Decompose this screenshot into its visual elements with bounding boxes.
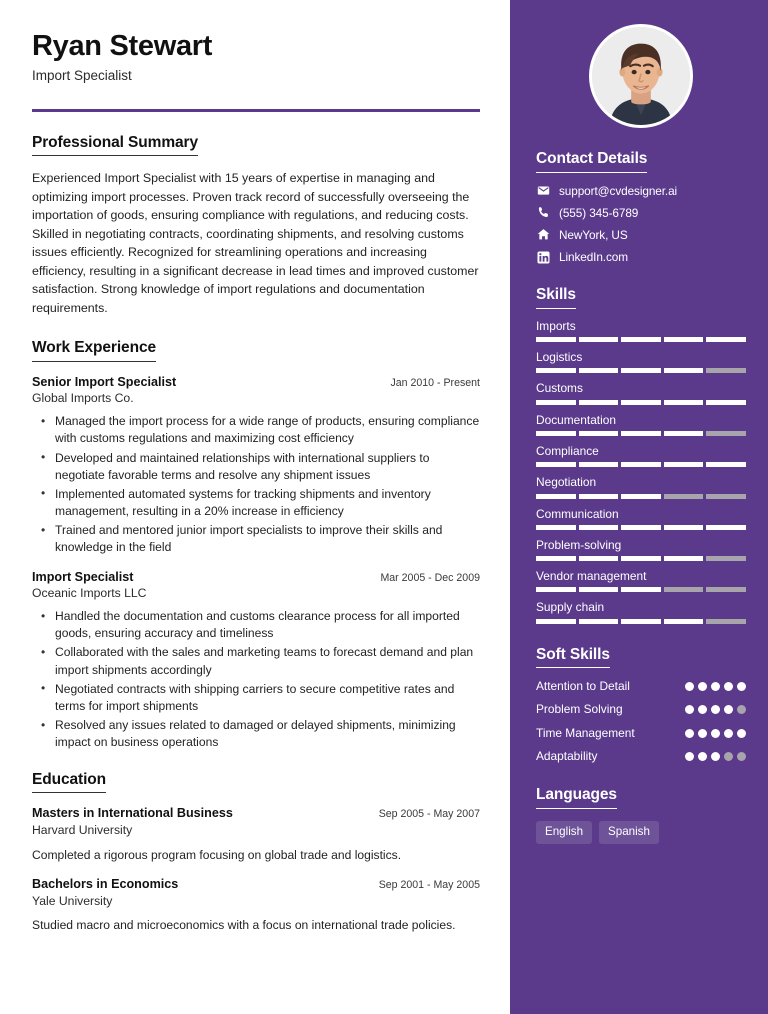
section-professional-summary — [32, 134, 480, 317]
contact-item-email[interactable] — [536, 184, 746, 198]
skill-segment — [706, 431, 746, 436]
education-school: Yale University — [32, 893, 113, 908]
skill-segment — [706, 619, 746, 624]
skill-label: Negotiation — [536, 475, 597, 490]
education-entry-header — [32, 806, 480, 822]
skill-segment — [621, 431, 661, 436]
education-description: Studied macro and microeconomics with a focus on international trade policies. — [32, 918, 456, 933]
skill-segment — [706, 556, 746, 561]
skill-segment — [536, 556, 576, 561]
skill-segment — [536, 337, 576, 342]
skill-level-bar — [536, 400, 746, 405]
contact-item-location[interactable] — [536, 228, 746, 242]
skill-segment — [621, 337, 661, 342]
work-date: Jan 2010 - Present — [390, 376, 480, 389]
section-title-soft-skills: Soft Skills — [536, 646, 610, 669]
header-block — [32, 30, 480, 112]
section-soft-skills — [536, 646, 746, 765]
envelope-icon — [536, 184, 550, 198]
rating-dot — [698, 752, 707, 761]
rating-dot — [685, 729, 694, 738]
skill-row — [536, 538, 746, 561]
education-degree: Masters in International Business — [32, 806, 233, 821]
skill-segment — [579, 587, 619, 592]
work-entry — [32, 570, 480, 752]
soft-skill-rating — [685, 679, 746, 691]
skill-label: Imports — [536, 318, 576, 333]
skill-segment — [536, 462, 576, 467]
section-work-experience — [32, 339, 480, 752]
work-company: Global Imports Co. — [32, 391, 134, 406]
soft-skill-row — [536, 679, 746, 694]
soft-skill-rating — [685, 749, 746, 761]
skill-label: Communication — [536, 506, 619, 521]
skill-segment — [579, 462, 619, 467]
skill-row — [536, 319, 746, 342]
education-degree: Bachelors in Economics — [32, 876, 179, 891]
education-description: Completed a rigorous program focusing on global trade and logistics. — [32, 847, 402, 862]
skill-segment — [621, 368, 661, 373]
work-bullet: • Trained and mentored junior import specialists to improve their skills and knowledge in the field — [53, 522, 480, 556]
skill-level-bar — [536, 525, 746, 530]
language-chip: English — [536, 821, 592, 844]
rating-dot — [698, 705, 707, 714]
skill-level-bar — [536, 494, 746, 499]
soft-skill-rating — [685, 702, 746, 714]
section-title-contact: Contact Details — [536, 150, 647, 173]
skill-segment — [536, 587, 576, 592]
skill-level-bar — [536, 368, 746, 373]
skill-segment — [621, 619, 661, 624]
sidebar-column — [510, 0, 768, 1014]
rating-dot — [711, 729, 720, 738]
skill-segment — [664, 494, 704, 499]
skill-segment — [664, 400, 704, 405]
section-languages — [536, 786, 746, 844]
linkedin-icon — [536, 250, 550, 264]
section-title-education: Education — [32, 771, 106, 794]
education-entry-header — [32, 877, 480, 893]
skill-segment — [579, 494, 619, 499]
rating-dot — [698, 729, 707, 738]
education-date: Sep 2001 - May 2005 — [378, 878, 480, 891]
contact-location-value: NewYork, US — [559, 227, 628, 242]
work-date: Mar 2005 - Dec 2009 — [380, 571, 480, 584]
section-title-summary: Professional Summary — [32, 134, 198, 157]
soft-skills-list — [536, 679, 746, 764]
skill-segment — [664, 462, 704, 467]
skill-label: Supply chain — [536, 600, 605, 615]
skill-segment — [664, 587, 704, 592]
rating-dot — [685, 682, 694, 691]
rating-dot — [737, 682, 746, 691]
skill-segment — [579, 337, 619, 342]
skill-segment — [664, 337, 704, 342]
work-entry-header — [32, 570, 480, 586]
work-role: Import Specialist — [32, 569, 134, 584]
soft-skill-label: Problem Solving — [536, 702, 623, 717]
skill-segment — [536, 525, 576, 530]
soft-skill-row — [536, 702, 746, 717]
skill-segment — [536, 431, 576, 436]
job-title: Import Specialist — [32, 68, 132, 84]
contact-item-linkedin[interactable] — [536, 250, 746, 264]
skill-segment — [579, 400, 619, 405]
skill-label: Compliance — [536, 443, 599, 458]
work-entry-header — [32, 375, 480, 391]
skill-segment — [706, 368, 746, 373]
rating-dot — [685, 752, 694, 761]
skill-segment — [536, 619, 576, 624]
skill-segment — [664, 619, 704, 624]
soft-skill-rating — [685, 726, 746, 738]
skill-level-bar — [536, 431, 746, 436]
work-role: Senior Import Specialist — [32, 374, 177, 389]
skill-segment — [664, 556, 704, 561]
home-icon — [536, 228, 550, 242]
soft-skill-label: Adaptability — [536, 748, 598, 763]
contact-item-phone[interactable] — [536, 206, 746, 220]
rating-dot — [698, 682, 707, 691]
skill-row — [536, 381, 746, 404]
skill-segment — [706, 462, 746, 467]
skill-segment — [664, 431, 704, 436]
skill-level-bar — [536, 462, 746, 467]
contact-phone-value: (555) 345-6789 — [559, 205, 639, 220]
skill-segment — [706, 494, 746, 499]
skill-segment — [579, 431, 619, 436]
skill-level-bar — [536, 337, 746, 342]
contact-email-value: support@cvdesigner.ai — [559, 183, 678, 198]
work-bullet: • Resolved any issues related to damaged or delayed shipments, minimizing impact on business operations — [53, 717, 480, 751]
skill-segment — [706, 587, 746, 592]
soft-skill-label: Attention to Detail — [536, 679, 630, 694]
soft-skill-row — [536, 726, 746, 741]
skill-label: Logistics — [536, 350, 583, 365]
work-bullet: • Negotiated contracts with shipping carriers to secure competitive rates and terms for import shipments — [53, 681, 480, 715]
rating-dot — [724, 705, 733, 714]
education-date: Sep 2005 - May 2007 — [378, 808, 480, 821]
rating-dot — [711, 705, 720, 714]
work-bullet: • Implemented automated systems for tracking shipments and inventory management, resulting in a 20% increase in efficiency — [53, 486, 480, 520]
soft-skill-row — [536, 749, 746, 764]
skill-segment — [664, 368, 704, 373]
avatar — [589, 24, 693, 128]
skill-segment — [706, 525, 746, 530]
page-title: Ryan Stewart — [32, 30, 213, 62]
skill-label: Vendor management — [536, 569, 647, 584]
skill-segment — [579, 556, 619, 561]
skill-label: Customs — [536, 381, 583, 396]
work-bullet: • Collaborated with the sales and marketing teams to forecast demand and plan import shipments accordingly — [53, 644, 480, 678]
skill-segment — [536, 368, 576, 373]
section-education — [32, 771, 480, 935]
skill-segment — [579, 525, 619, 530]
work-entry — [32, 375, 480, 557]
skill-row — [536, 350, 746, 373]
section-title-languages: Languages — [536, 786, 617, 809]
skill-segment — [621, 462, 661, 467]
section-skills — [536, 286, 746, 623]
language-chip: Spanish — [599, 821, 659, 844]
skill-row — [536, 600, 746, 623]
phone-icon — [536, 206, 550, 220]
skill-level-bar — [536, 587, 746, 592]
work-bullet-list — [32, 608, 480, 751]
skill-level-bar — [536, 619, 746, 624]
rating-dot — [737, 729, 746, 738]
skill-segment — [706, 337, 746, 342]
skill-segment — [621, 494, 661, 499]
section-title-skills: Skills — [536, 286, 576, 309]
skill-segment — [536, 400, 576, 405]
work-bullet: • Developed and maintained relationships with international suppliers to negotiate favorable terms and resolve any shipment issues — [53, 450, 480, 484]
skill-segment — [579, 619, 619, 624]
skill-segment — [579, 368, 619, 373]
contact-list — [536, 184, 746, 265]
rating-dot — [724, 729, 733, 738]
work-company: Oceanic Imports LLC — [32, 586, 147, 601]
skill-segment — [664, 525, 704, 530]
skill-level-bar — [536, 556, 746, 561]
skill-segment — [621, 400, 661, 405]
languages-list — [536, 821, 746, 844]
skill-segment — [621, 525, 661, 530]
skill-row — [536, 444, 746, 467]
section-title-work: Work Experience — [32, 339, 156, 362]
education-entry — [32, 806, 480, 864]
profile-photo-icon — [592, 27, 690, 125]
rating-dot — [737, 752, 746, 761]
contact-linkedin-value: LinkedIn.com — [559, 250, 628, 265]
skill-label: Problem-solving — [536, 537, 622, 552]
skill-row — [536, 475, 746, 498]
skill-row — [536, 413, 746, 436]
skill-segment — [621, 556, 661, 561]
section-contact-details — [536, 150, 746, 264]
education-entry — [32, 877, 480, 935]
work-bullet-list — [32, 413, 480, 556]
skill-segment — [621, 587, 661, 592]
work-bullet: • Managed the import process for a wide range of products, ensuring compliance with customs regulations and maximizing cost efficiency — [53, 413, 480, 447]
skill-segment — [536, 494, 576, 499]
rating-dot — [737, 705, 746, 714]
avatar-container — [536, 24, 746, 128]
rating-dot — [685, 705, 694, 714]
education-school: Harvard University — [32, 822, 133, 837]
rating-dot — [724, 682, 733, 691]
work-bullet: • Handled the documentation and customs clearance process for all imported goods, ensuring accuracy and timeliness — [53, 608, 480, 642]
skill-segment — [706, 400, 746, 405]
rating-dot — [711, 752, 720, 761]
skill-row — [536, 569, 746, 592]
header-divider — [32, 109, 480, 112]
rating-dot — [711, 682, 720, 691]
soft-skill-label: Time Management — [536, 725, 635, 740]
summary-text: Experienced Import Specialist with 15 years of expertise in managing and optimizing import processes. Proven track record of successfully overseeing the importation of goods, ensuring compliance with regulations, and reducing costs. Skilled in negotiating contracts, coordinating shipments, and resolving customs issues efficiently. Recognized for streamlining operations and increasing efficiency, resulting in a significant decrease in lead times and improved customer satisfaction. Strong knowledge of import regulations and documentation requirements. — [32, 171, 479, 315]
rating-dot — [724, 752, 733, 761]
skill-label: Documentation — [536, 412, 616, 427]
skills-list — [536, 319, 746, 624]
skill-row — [536, 507, 746, 530]
